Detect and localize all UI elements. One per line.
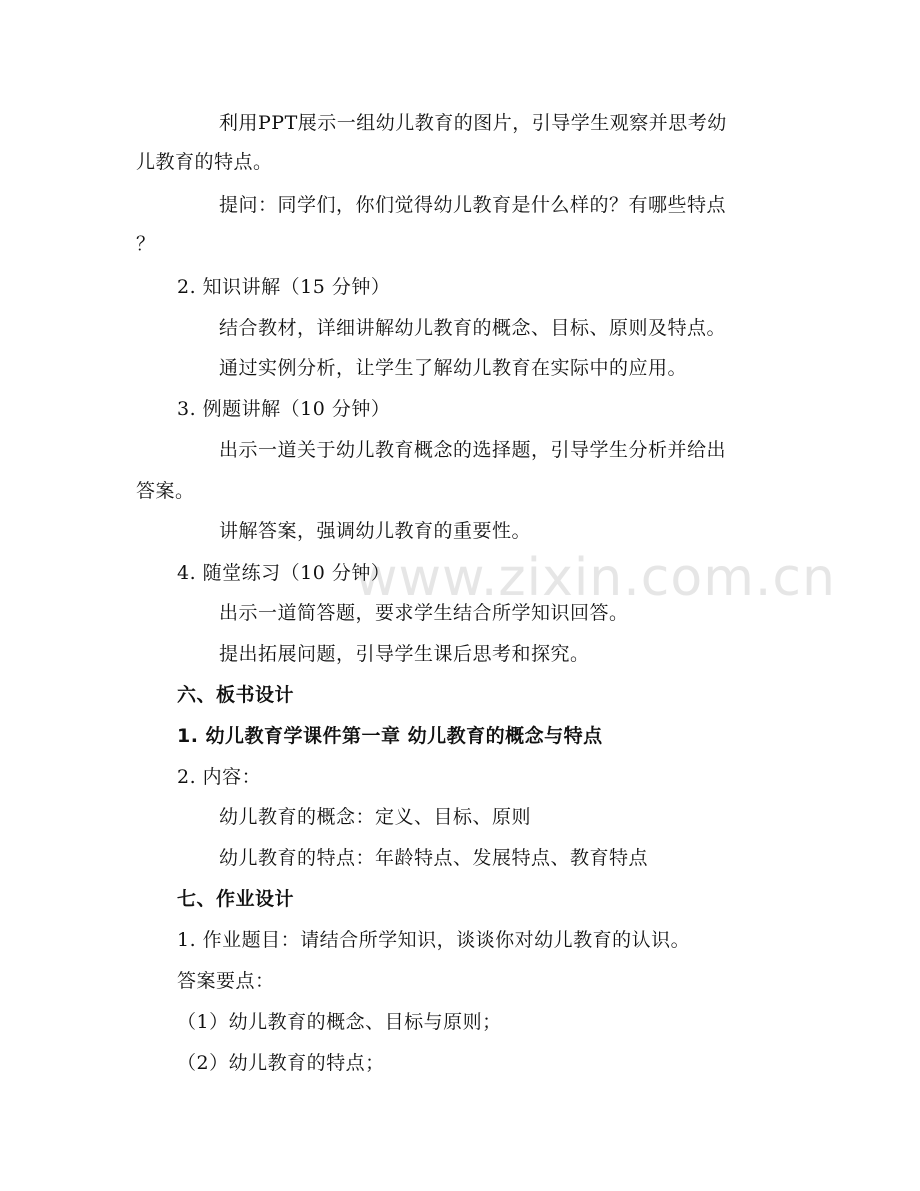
- paragraph-line: 结合教材，详细讲解幼儿教育的概念、目标、原则及特点。: [219, 317, 727, 339]
- paragraph-line: 儿教育的特点。: [136, 151, 273, 173]
- paragraph-line: 答案。: [136, 480, 195, 502]
- answer-point: （2）幼儿教育的特点；: [177, 1052, 385, 1074]
- paragraph-line: 提出拓展问题，引导学生课后思考和探究。: [219, 643, 590, 665]
- paragraph-line: 幼儿教育的概念：定义、目标、原则: [219, 806, 532, 828]
- paragraph-line: 幼儿教育的特点：年龄特点、发展特点、教育特点: [219, 847, 649, 869]
- paragraph-line: ？: [136, 233, 156, 255]
- paragraph-line: 利用PPT展示一组幼儿教育的图片，引导学生观察并思考幼: [219, 112, 727, 134]
- heading-homework-design: 七、作业设计: [177, 888, 295, 910]
- answer-label: 答案要点：: [177, 970, 275, 992]
- section-title: 3. 例题讲解（10 分钟）: [177, 398, 391, 420]
- section-title: 4. 随堂练习（10 分钟）: [177, 562, 391, 584]
- board-item-title: 1. 幼儿教育学课件第一章 幼儿教育的概念与特点: [177, 725, 603, 747]
- paragraph-line: 讲解答案，强调幼儿教育的重要性。: [219, 520, 532, 542]
- watermark: www.zixin.com.cn: [355, 548, 836, 608]
- answer-point: （1）幼儿教育的概念、目标与原则；: [177, 1011, 502, 1033]
- board-item-content: 2. 内容：: [177, 766, 262, 788]
- section-title: 2. 知识讲解（15 分钟）: [177, 276, 391, 298]
- paragraph-line: 通过实例分析，让学生了解幼儿教育在实际中的应用。: [219, 357, 688, 379]
- paragraph-line: 出示一道关于幼儿教育概念的选择题，引导学生分析并给出: [219, 439, 727, 461]
- paragraph-line: 出示一道简答题，要求学生结合所学知识回答。: [219, 602, 629, 624]
- paragraph-line: 提问：同学们，你们觉得幼儿教育是什么样的？有哪些特点: [219, 194, 727, 216]
- homework-question: 1. 作业题目：请结合所学知识，谈谈你对幼儿教育的认识。: [177, 929, 691, 951]
- heading-board-design: 六、板书设计: [177, 684, 295, 706]
